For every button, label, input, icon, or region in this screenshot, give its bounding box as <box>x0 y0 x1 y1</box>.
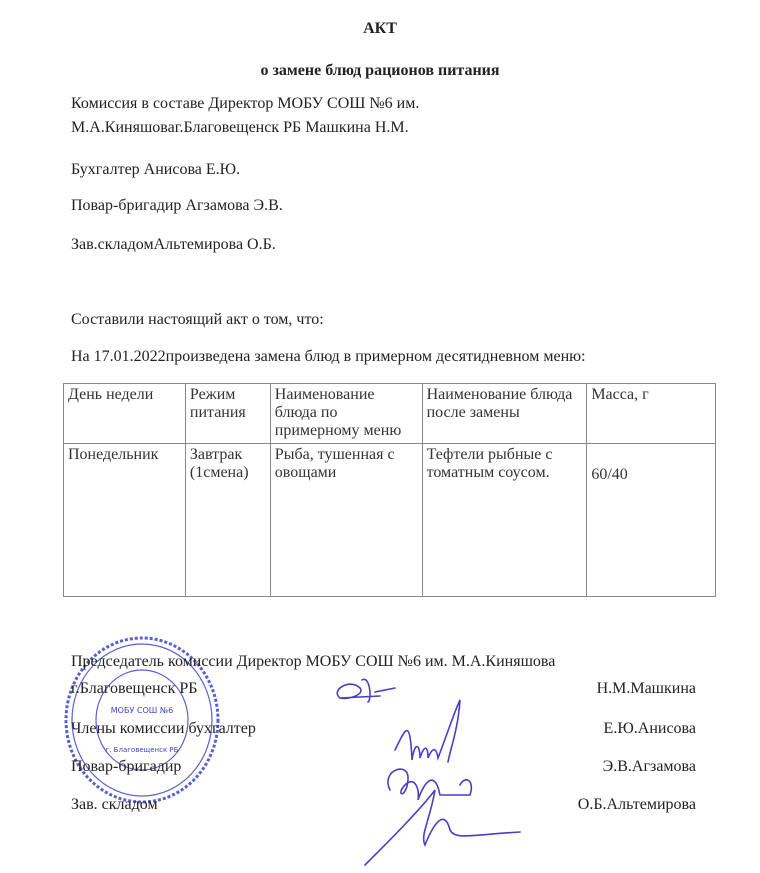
storekeeper-signature <box>365 790 520 865</box>
table-row <box>64 444 716 597</box>
document-subtitle: о замене блюд рационов питания <box>260 62 500 79</box>
cell-meal: Завтрак (1смена) <box>185 444 270 597</box>
header-mass: Масса, г <box>587 384 716 444</box>
stamp-center-text: МОБУ СОШ №6 <box>110 706 174 715</box>
commission-line-1: Комиссия в составе Директор МОБУ СОШ №6 им. <box>71 95 420 112</box>
storekeeper-name: О.Б.Альтемирова <box>577 796 696 813</box>
replacement-table <box>63 383 716 597</box>
commission-cook: Повар-бригадир Агзамова Э.В. <box>71 197 283 214</box>
stamp-city-text: г. Благовещенск РБ <box>105 746 179 754</box>
chair-name: Н.М.Машкина <box>596 680 696 697</box>
header-original-dish: Наименование блюда по примерному меню <box>270 384 422 444</box>
table-header-row <box>64 384 716 444</box>
header-day: День недели <box>64 384 186 444</box>
storekeeper-label: Зав. складом <box>71 796 158 813</box>
commission-line-2: М.А.Киняшоваг.Благовещенск РБ Машкина Н.М. <box>71 119 409 136</box>
header-meal: Режим питания <box>185 384 270 444</box>
statement: Составили настоящий акт о том, что: <box>71 311 324 328</box>
date-line: На 17.01.2022произведена замена блюд в примерном десятидневном меню: <box>71 348 586 365</box>
cell-original-dish: Рыба, тушенная с овощами <box>270 444 422 597</box>
cook-name: Э.В.Агзамова <box>602 758 696 775</box>
header-new-dish: Наименование блюда после замены <box>422 384 587 444</box>
commission-storekeeper: Зав.складомАльтемирова О.Б. <box>71 236 276 253</box>
chair-line-2: г.Благовещенск РБ <box>71 680 198 697</box>
accountant-name: Е.Ю.Анисова <box>603 720 696 737</box>
cook-signature <box>388 769 471 800</box>
chair-line-1: Председатель комиссии Директор МОБУ СОШ №6 им. М.А.Киняшова <box>71 653 556 670</box>
document-title: АКТ <box>363 20 397 37</box>
chair-signature <box>337 679 395 702</box>
handwritten-signatures <box>320 670 560 870</box>
accountant-signature <box>395 700 460 762</box>
commission-accountant: Бухгалтер Анисова Е.Ю. <box>71 161 241 178</box>
members-label: Члены комиссии бухгалтер <box>71 720 256 737</box>
cell-mass: 60/40 <box>587 444 716 597</box>
cell-day: Понедельник <box>64 444 186 597</box>
cook-label: Повар-бригадир <box>71 758 182 775</box>
cell-new-dish: Тефтели рыбные с томатным соусом. <box>422 444 587 597</box>
